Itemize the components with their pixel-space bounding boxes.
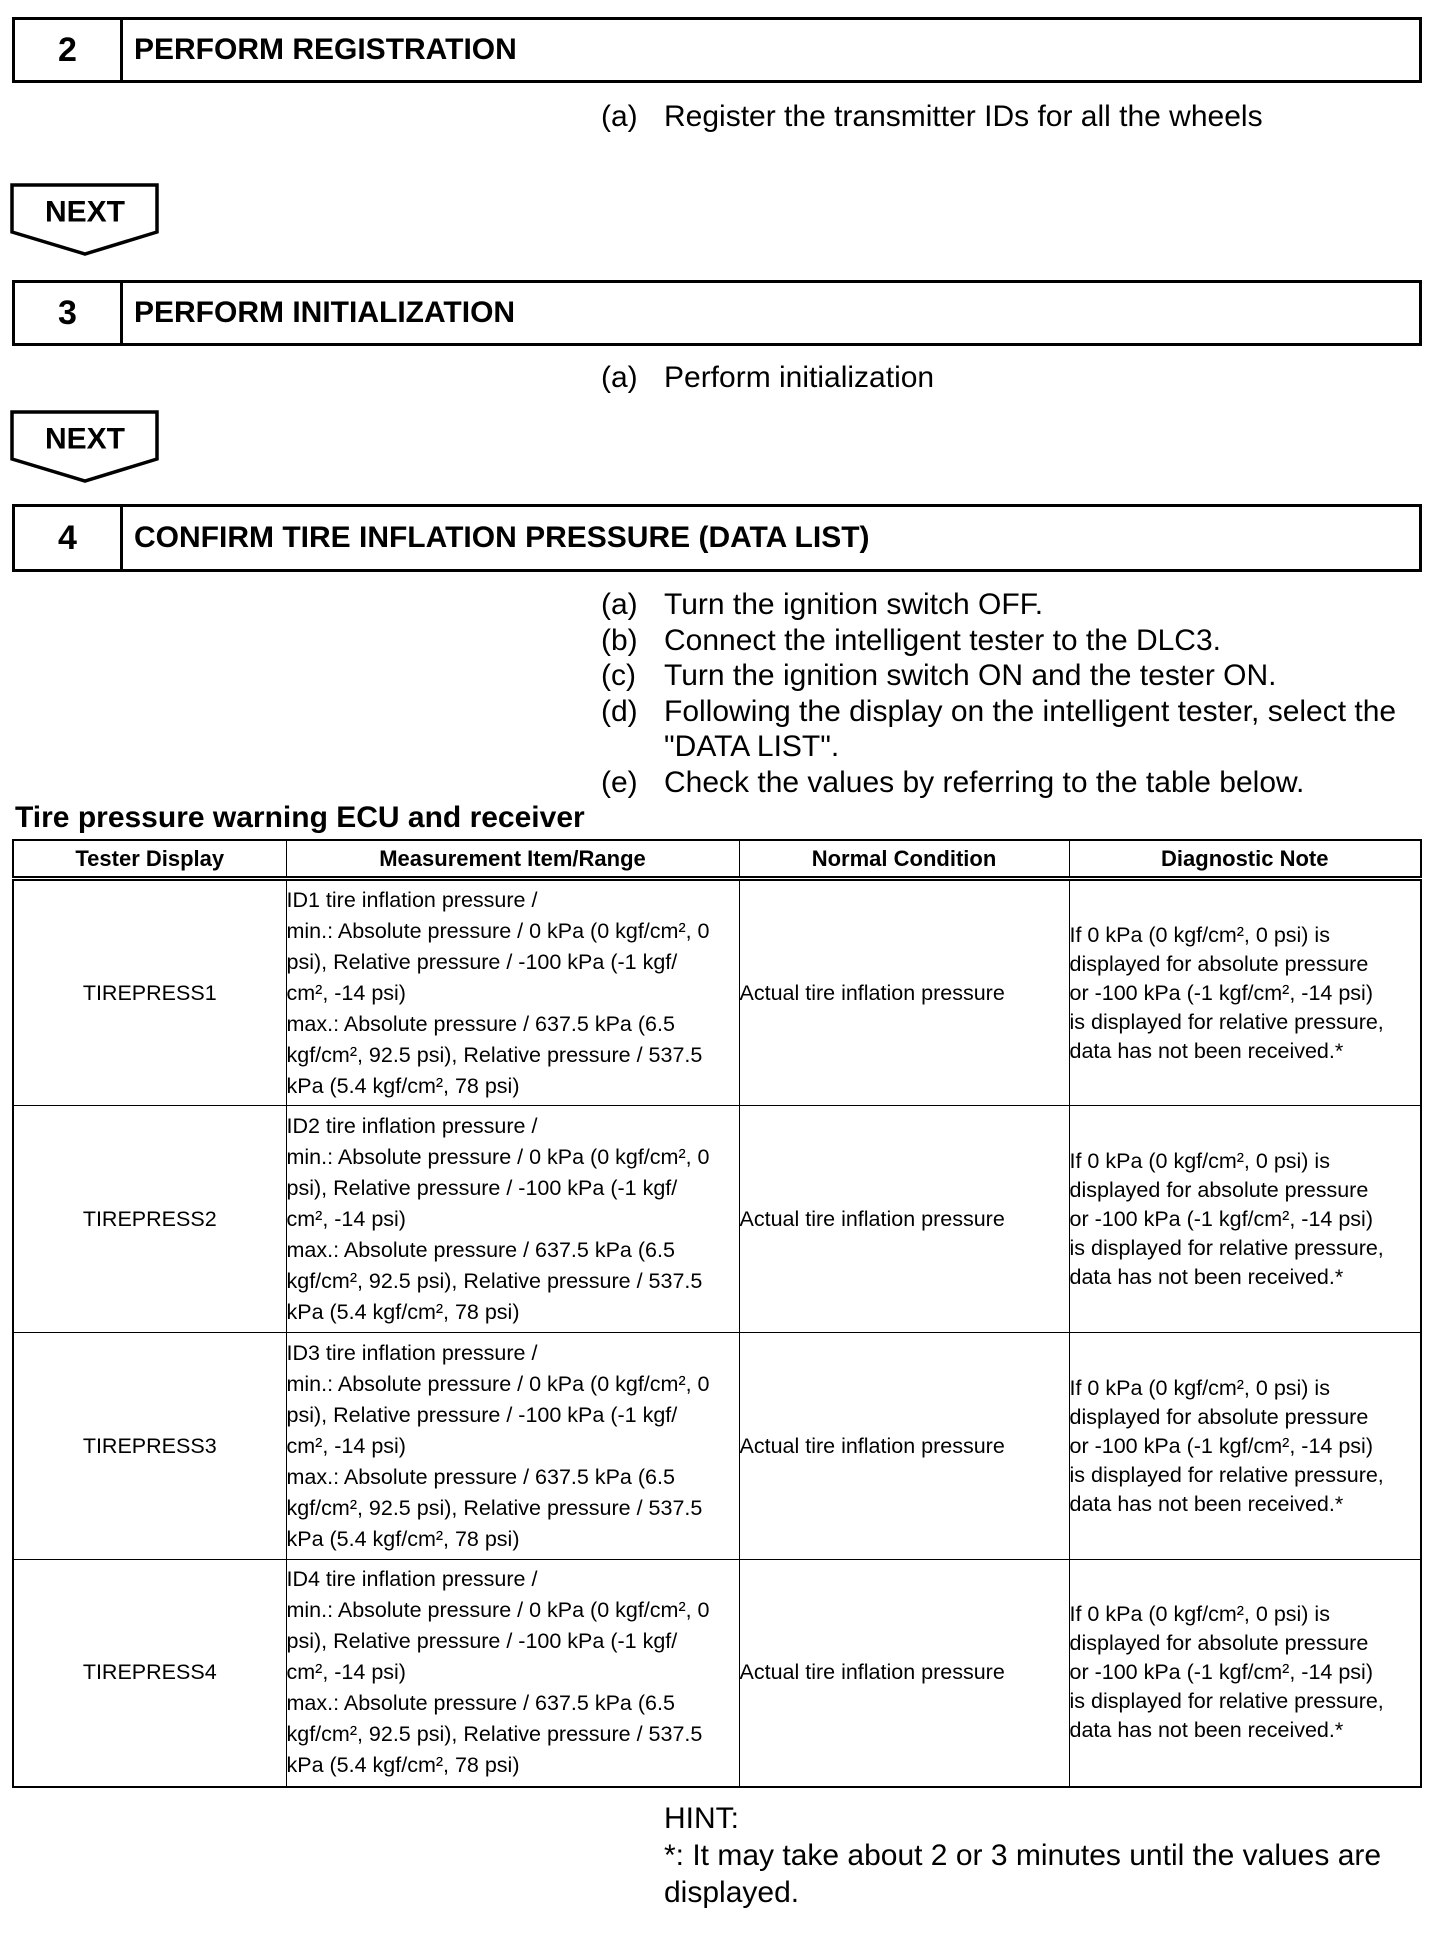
diagnostic-line: displayed for absolute pressure: [1069, 1404, 1369, 1429]
hint-text: *: It may take about 2 or 3 minutes until the values are displayed.: [664, 1839, 1382, 1909]
measurement-line: kgf/cm², 92.5 psi), Relative pressure / 537.5: [286, 1495, 703, 1520]
normal-condition-cell: Actual tire inflation pressure: [739, 1560, 1069, 1787]
header-measurement-item-range: Measurement Item/Range: [286, 840, 739, 879]
hint-block: [664, 1800, 1420, 1911]
instruction-label: (a): [601, 100, 638, 133]
measurement-range-cell: [286, 879, 739, 1106]
step-header-3: [12, 280, 1422, 346]
measurement-line: min.: Absolute pressure / 0 kPa (0 kgf/cm², 0: [286, 1144, 710, 1169]
diagnostic-line: displayed for absolute pressure: [1069, 1177, 1369, 1202]
diagnostic-note-cell: [1069, 1333, 1421, 1560]
normal-condition-cell: Actual tire inflation pressure: [739, 1333, 1069, 1560]
hint-label: HINT:: [664, 1802, 739, 1835]
diagnostic-line: or -100 kPa (-1 kgf/cm², -14 psi): [1069, 1433, 1373, 1458]
diagnostic-line: If 0 kPa (0 kgf/cm², 0 psi) is: [1069, 1602, 1330, 1627]
table-caption: Tire pressure warning ECU and receiver: [15, 801, 585, 834]
instruction-text: Turn the ignition switch ON and the tester ON.: [664, 659, 1277, 693]
table-row: [13, 879, 1421, 1106]
diagnostic-line: displayed for absolute pressure: [1069, 951, 1369, 976]
measurement-line: max.: Absolute pressure / 637.5 kPa (6.5: [286, 1691, 675, 1716]
measurement-line: ID2 tire inflation pressure /: [286, 1113, 538, 1138]
diagnostic-line: is displayed for relative pressure,: [1069, 1235, 1384, 1260]
measurement-line: cm², -14 psi): [286, 980, 406, 1005]
instruction-label: (e): [601, 765, 638, 799]
normal-condition-cell: Actual tire inflation pressure: [739, 1106, 1069, 1333]
header-diagnostic-note: Diagnostic Note: [1069, 840, 1421, 879]
tester-display-cell: TIREPRESS4: [13, 1560, 286, 1787]
data-list-table: [12, 839, 1422, 1788]
instruction-label: (c): [601, 659, 636, 693]
instruction-label: (d): [601, 694, 638, 728]
instruction-text: Connect the intelligent tester to the DLC3.: [664, 623, 1221, 657]
measurement-range-cell: [286, 1106, 739, 1333]
table-row: [13, 1333, 1421, 1560]
next-label: NEXT: [44, 422, 126, 456]
diagnostic-line: data has not been received.*: [1069, 1264, 1344, 1289]
instruction-item: [601, 360, 1423, 396]
measurement-line: ID4 tire inflation pressure /: [286, 1567, 538, 1592]
step-title: CONFIRM TIRE INFLATION PRESSURE (DATA LIST): [134, 521, 870, 554]
measurement-line: kPa (5.4 kgf/cm², 78 psi): [286, 1073, 520, 1098]
instruction-text: Register the transmitter IDs for all the wheels: [664, 100, 1263, 133]
measurement-line: cm², -14 psi): [286, 1660, 406, 1685]
measurement-line: psi), Relative pressure / -100 kPa (-1 kgf/: [286, 1175, 678, 1200]
measurement-line: kgf/cm², 92.5 psi), Relative pressure / 537.5: [286, 1042, 703, 1067]
measurement-line: psi), Relative pressure / -100 kPa (-1 kgf/: [286, 1402, 678, 1427]
instruction-item: [601, 587, 1423, 623]
instruction-item: [601, 694, 1423, 765]
measurement-line: kPa (5.4 kgf/cm², 78 psi): [286, 1753, 520, 1778]
measurement-line: min.: Absolute pressure / 0 kPa (0 kgf/cm², 0: [286, 1371, 710, 1396]
step-3-instructions: [601, 360, 1423, 396]
step-title: PERFORM INITIALIZATION: [134, 296, 516, 329]
measurement-line: kPa (5.4 kgf/cm², 78 psi): [286, 1299, 520, 1324]
instruction-item: [601, 658, 1423, 694]
measurement-line: psi), Relative pressure / -100 kPa (-1 kgf/: [286, 949, 678, 974]
table-row: [13, 1560, 1421, 1787]
measurement-range-cell: [286, 1333, 739, 1560]
step-header-4: [12, 504, 1422, 572]
normal-condition-cell: Actual tire inflation pressure: [739, 879, 1069, 1106]
diagnostic-note-cell: [1069, 879, 1421, 1106]
instruction-text: Following the display on the intelligent tester, select the "DATA LIST".: [664, 694, 1397, 764]
measurement-line: ID1 tire inflation pressure /: [286, 887, 538, 912]
measurement-line: max.: Absolute pressure / 637.5 kPa (6.5: [286, 1237, 675, 1262]
measurement-line: ID3 tire inflation pressure /: [286, 1340, 538, 1365]
diagnostic-line: data has not been received.*: [1069, 1038, 1344, 1063]
header-normal-condition: Normal Condition: [739, 840, 1069, 879]
measurement-line: min.: Absolute pressure / 0 kPa (0 kgf/cm², 0: [286, 1598, 710, 1623]
instruction-label: (a): [601, 361, 638, 394]
step-4-instructions: [601, 587, 1423, 801]
instruction-item: [601, 623, 1423, 659]
diagnostic-line: If 0 kPa (0 kgf/cm², 0 psi) is: [1069, 922, 1330, 947]
diagnostic-line: is displayed for relative pressure,: [1069, 1689, 1384, 1714]
step-title: PERFORM REGISTRATION: [134, 33, 517, 66]
measurement-line: cm², -14 psi): [286, 1206, 406, 1231]
step-2-instructions: [601, 99, 1423, 135]
tester-display-cell: TIREPRESS2: [13, 1106, 286, 1333]
instruction-text: Turn the ignition switch OFF.: [664, 588, 1044, 621]
tester-display-cell: TIREPRESS1: [13, 879, 286, 1106]
instruction-text: Perform initialization: [664, 361, 935, 394]
header-tester-display: Tester Display: [13, 840, 286, 879]
next-label: NEXT: [44, 195, 126, 229]
table-header-row: [13, 840, 1421, 879]
diagnostic-line: If 0 kPa (0 kgf/cm², 0 psi) is: [1069, 1148, 1330, 1173]
next-indicator: [10, 410, 160, 484]
instruction-text: Check the values by referring to the table below.: [664, 765, 1305, 799]
table-row: [13, 1106, 1421, 1333]
measurement-line: max.: Absolute pressure / 637.5 kPa (6.5: [286, 1011, 675, 1036]
diagnostic-line: or -100 kPa (-1 kgf/cm², -14 psi): [1069, 980, 1373, 1005]
instruction-label: (a): [601, 588, 638, 621]
diagnostic-note-cell: [1069, 1106, 1421, 1333]
diagnostic-line: or -100 kPa (-1 kgf/cm², -14 psi): [1069, 1206, 1373, 1231]
step-number: 2: [15, 20, 123, 80]
measurement-line: min.: Absolute pressure / 0 kPa (0 kgf/cm², 0: [286, 918, 710, 943]
diagnostic-line: is displayed for relative pressure,: [1069, 1009, 1384, 1034]
measurement-line: cm², -14 psi): [286, 1433, 406, 1458]
diagnostic-line: If 0 kPa (0 kgf/cm², 0 psi) is: [1069, 1375, 1330, 1400]
diagnostic-line: or -100 kPa (-1 kgf/cm², -14 psi): [1069, 1660, 1373, 1685]
measurement-line: max.: Absolute pressure / 637.5 kPa (6.5: [286, 1464, 675, 1489]
next-indicator: [10, 183, 160, 257]
instruction-item: [601, 99, 1423, 135]
step-header-2: [12, 17, 1422, 83]
diagnostic-note-cell: [1069, 1560, 1421, 1787]
diagnostic-line: data has not been received.*: [1069, 1718, 1344, 1743]
measurement-line: psi), Relative pressure / -100 kPa (-1 kgf/: [286, 1629, 678, 1654]
diagnostic-line: data has not been received.*: [1069, 1491, 1344, 1516]
step-number: 4: [15, 507, 123, 569]
measurement-range-cell: [286, 1560, 739, 1787]
measurement-line: kgf/cm², 92.5 psi), Relative pressure / 537.5: [286, 1268, 703, 1293]
measurement-line: kgf/cm², 92.5 psi), Relative pressure / 537.5: [286, 1722, 703, 1747]
instruction-label: (b): [601, 623, 638, 657]
measurement-line: kPa (5.4 kgf/cm², 78 psi): [286, 1526, 520, 1551]
instruction-item: [601, 765, 1423, 801]
diagnostic-line: displayed for absolute pressure: [1069, 1631, 1369, 1656]
step-number: 3: [15, 283, 123, 343]
diagnostic-line: is displayed for relative pressure,: [1069, 1462, 1384, 1487]
tester-display-cell: TIREPRESS3: [13, 1333, 286, 1560]
